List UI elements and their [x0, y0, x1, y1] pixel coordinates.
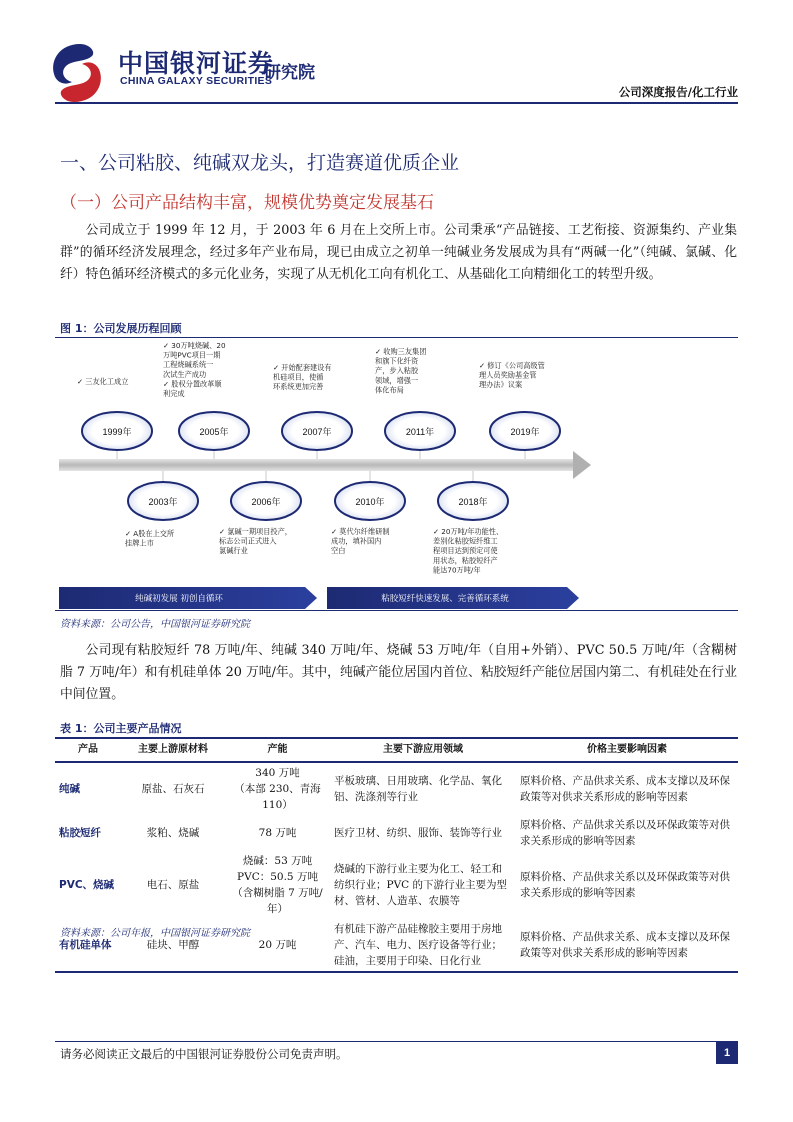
timeline-axis-arrow: [59, 451, 591, 479]
timeline-note-bottom-1: 标志公司正式进入: [219, 536, 277, 546]
cell-raw: 电石、原盐: [146, 879, 200, 891]
cell-product: 粘胶短纤: [59, 827, 101, 839]
phase-band-left: [59, 587, 317, 609]
footer-rule: [55, 1041, 738, 1042]
timeline-note-bottom-3: 差别化粘胶短纤维工: [433, 536, 498, 546]
timeline-note-top-1: 次试生产成功: [163, 369, 207, 379]
timeline-note-top-4: 理人员奖励基金管: [479, 370, 537, 380]
institute-label: 研究院: [264, 63, 315, 83]
footer-disclaimer: 请务必阅读正文最后的中国银河证券股份公司免责声明。: [60, 1047, 348, 1061]
intro-paragraph-text: 公司成立于 1999 年 12 月，于 2003 年 6 月在上交所上市。公司秉承“产品链接、工艺衔接、资源集约、产业集群”的循环经济发展理念，经过多年产业布局，现已由成立之初单一纯碱业务发展成为具有“两碱一化”（纯碱、氯碱、化纤）特色循环经济模式的多元化业务，实现了从无机化工向有机化工、从基础化工向精细化工的转型升级。: [60, 223, 737, 282]
figure-source: 资料来源：公司公告，中国银河证券研究院: [60, 619, 250, 630]
cell-product: PVC、烧碱: [59, 879, 115, 891]
timeline-note-top-3: 产，步入粘胶: [375, 366, 419, 376]
timeline-note-bottom-2: 成功，填补国内: [331, 536, 382, 546]
table-source: 资料来源：公司年报，中国银河证券研究院: [60, 928, 250, 939]
capacity-line: 烧碱：53 万吨: [242, 855, 313, 867]
timeline-note-top-4: ✓ 修订《公司高级管: [479, 361, 545, 370]
cell-raw: 硅块、甲醇: [121, 919, 225, 972]
table-title: 表 1：公司主要产品情况: [60, 722, 182, 735]
year-node-2011: [385, 412, 455, 450]
figure-bottom-rule: [55, 610, 738, 611]
year-node-2007: [282, 412, 352, 450]
capacity-line: （本部 230、青海 110）: [234, 783, 321, 811]
timeline-note-top-3: ✓ 收购三友集团: [375, 347, 427, 356]
company-logo: [40, 38, 340, 108]
capacity-line: PVC：50.5 万吨（含糊树脂 7 万吨/年）: [232, 871, 323, 915]
year-label-2006: 2006年: [251, 497, 281, 507]
cell-capacity: [225, 815, 330, 851]
intro-paragraph: [60, 220, 737, 286]
cell-product: 有机硅单体: [55, 919, 121, 972]
capacity-line: 340 万吨: [255, 767, 300, 779]
cell-downstream: 平板玻璃、日用玻璃、化学品、氧化铝、洗涤剂等行业: [334, 775, 502, 803]
timeline-note-top-4: 理办法》议案: [479, 380, 523, 390]
header-raw-material: 主要上游原材料: [121, 738, 225, 762]
table-row: [55, 815, 738, 851]
year-label-2005: 2005年: [199, 427, 229, 437]
year-node-2018: [438, 482, 508, 520]
header-product: 产品: [55, 738, 121, 762]
timeline-note-top-1: 万吨PVC项目一期: [163, 350, 221, 360]
year-label-2018: 2018年: [458, 497, 488, 507]
timeline-note-bottom-1: 氯碱行业: [219, 546, 248, 556]
capacity-line: 78 万吨: [258, 827, 297, 839]
cell-factors: 原料价格、产品供求关系、成本支撑以及环保政策等对供求关系形成的影响等因素: [516, 919, 738, 972]
timeline-note-bottom-3: 用状态，粘胶短纤产: [433, 555, 498, 565]
galaxy-logo-icon: [42, 38, 112, 108]
timeline-note-top-1: ✓ 股权分置改革顺: [163, 379, 222, 389]
year-label-2011: 2011年: [405, 427, 435, 437]
timeline-note-top-2: 机硅项目，使循: [273, 372, 324, 382]
timeline-note-bottom-0: 挂牌上市: [125, 538, 154, 548]
table-header-row: [55, 738, 738, 762]
logo-chinese-name: 中国银河证券: [118, 49, 275, 78]
cell-factors: 原料价格、产品供求关系、成本支撑以及环保政策等对供求关系形成的影响等因素: [520, 775, 730, 803]
cell-downstream: 医疗卫材、纺织、服饰、装饰等行业: [334, 827, 502, 839]
year-node-2006: [231, 482, 301, 520]
year-node-2003: [128, 482, 198, 520]
cell-factors: 原料价格、产品供求关系以及环保政策等对供求关系形成的影响等因素: [520, 819, 730, 847]
timeline-note-top-0: ✓ 三友化工成立: [77, 377, 129, 386]
cell-downstream: 有机硅下游产品硅橡胶主要用于房地产、汽车、电力、医疗设备等行业；硅油，主要用于印染、日化行业: [330, 919, 516, 972]
year-node-2019: [490, 412, 560, 450]
cell-capacity: [225, 762, 330, 815]
capacity-paragraph: [60, 640, 737, 706]
report-type: 公司深度报告/化工行业: [618, 85, 738, 99]
header-price-factors: 价格主要影响因素: [516, 738, 738, 762]
timeline-figure: [55, 338, 738, 610]
timeline-note-bottom-2: 空白: [331, 546, 346, 556]
year-node-2010: [335, 482, 405, 520]
timeline-bottom-stems: [163, 471, 473, 483]
timeline-svg: [55, 338, 738, 610]
logo-english-name: CHINA GALAXY SECURITIES: [120, 75, 273, 87]
timeline-note-bottom-2: ✓ 莫代尔纤维研制: [331, 527, 390, 536]
header-rule: [55, 102, 738, 104]
year-label-1999: 1999年: [102, 427, 132, 437]
timeline-notes: [77, 341, 545, 574]
timeline-note-top-1: 利完成: [163, 389, 185, 398]
figure-title: 图 1：公司发展历程回顾: [60, 322, 182, 335]
cell-raw: 浆粕、烧碱: [146, 827, 200, 839]
year-node-1999: [82, 412, 152, 450]
timeline-note-bottom-0: ✓ A股在上交所: [125, 529, 175, 538]
timeline-note-top-1: 工程烧碱系统一: [163, 360, 214, 370]
year-label-2010: 2010年: [355, 497, 385, 507]
timeline-note-top-1: ✓ 30万吨烧碱、20: [163, 341, 226, 350]
year-label-2003: 2003年: [148, 497, 178, 507]
timeline-note-top-3: 和旗下化纤资: [375, 356, 419, 366]
capacity-paragraph-text: 公司现有粘胶短纤 78 万吨/年、纯碱 340 万吨/年、烧碱 53 万吨/年（自用+外销）、PVC 50.5 万吨/年（含糊树脂 7 万吨/年）和有机硅单体 20 万吨/年。其中，纯碱产能位居国内首位、粘胶短纤产能位居国内第二、有机硅处在行业中间位置。: [60, 643, 737, 702]
header-downstream: 主要下游应用领域: [330, 738, 516, 762]
table-row: [55, 851, 738, 919]
header-capacity: 产能: [225, 738, 330, 762]
subsection-heading: （一）公司产品结构丰富，规模优势奠定发展基石: [60, 193, 434, 213]
cell-downstream: 烧碱的下游行业主要为化工、轻工和纺织行业；PVC 的下游行业主要为型材、管材、人造革、农膜等: [334, 863, 508, 907]
timeline-note-bottom-3: ✓ 20万吨/年功能性、: [433, 527, 504, 536]
timeline-note-top-2: ✓ 开始配套建设有: [273, 363, 332, 372]
phase-label-left: 纯碱初发展 初创自循环: [135, 594, 223, 604]
year-label-2019: 2019年: [510, 427, 540, 437]
table-row: [55, 762, 738, 815]
cell-product: 纯碱: [59, 783, 80, 795]
capacity-line: 20 万吨: [258, 939, 297, 951]
cell-raw: 原盐、石灰石: [141, 783, 205, 795]
page-number: 1: [716, 1042, 738, 1064]
timeline-note-bottom-3: 能达70万吨/年: [433, 565, 481, 575]
timeline-note-bottom-1: ✓ 氯碱一期项目投产，: [219, 527, 292, 536]
timeline-note-bottom-3: 程项目达到预定可使: [433, 546, 498, 556]
phase-band-right: [327, 587, 579, 609]
timeline-note-top-3: 领域，增强一: [375, 375, 419, 385]
timeline-note-top-2: 环系统更加完善: [273, 382, 324, 392]
timeline-note-top-3: 体化布局: [375, 385, 404, 395]
year-label-2007: 2007年: [302, 427, 332, 437]
year-node-2005: [179, 412, 249, 450]
cell-factors: 原料价格、产品供求关系以及环保政策等对供求关系形成的影响等因素: [520, 871, 730, 899]
cell-capacity: [225, 851, 330, 919]
section-heading: 一、公司粘胶、纯碱双龙头，打造赛道优质企业: [60, 152, 460, 174]
phase-label-right: 粘胶短纤快速发展、完善循环系统: [381, 594, 509, 604]
